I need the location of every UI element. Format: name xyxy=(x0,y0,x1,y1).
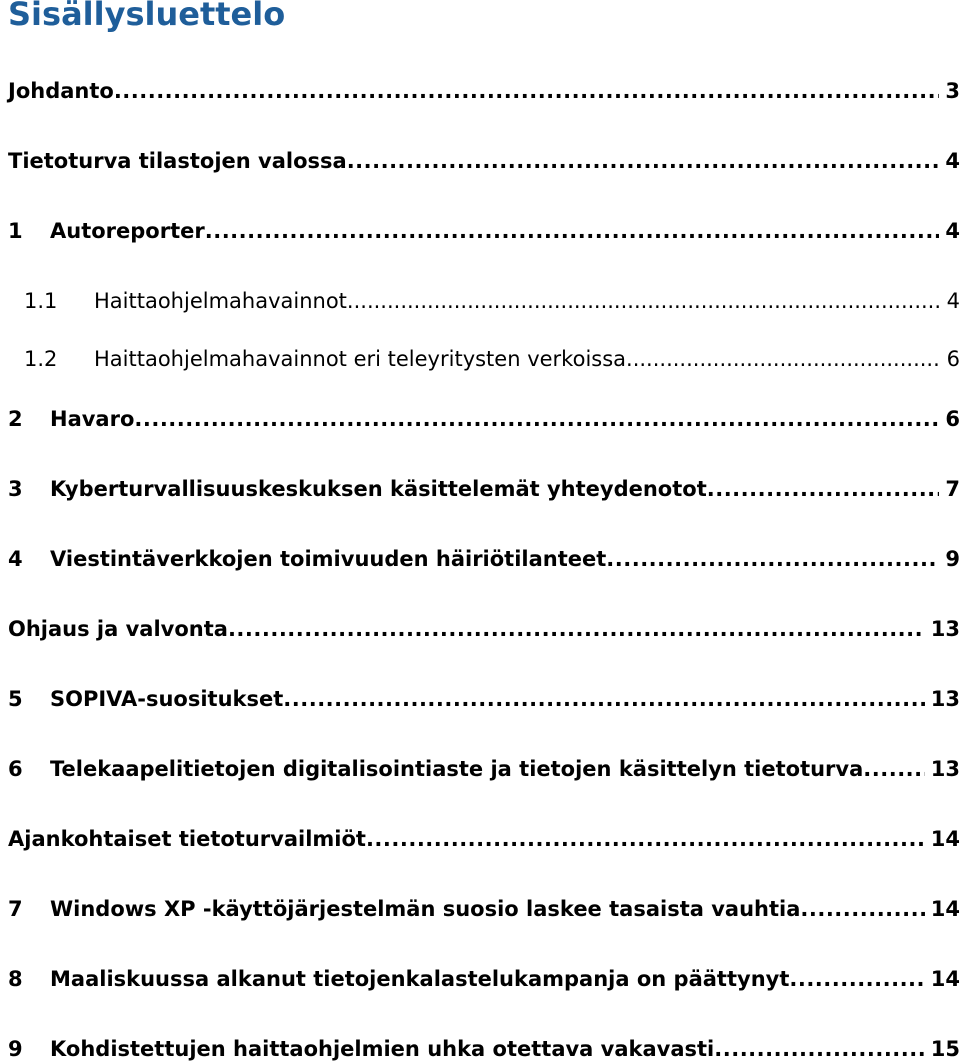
toc-entry-label: Viestintäverkkojen toimivuuden häiriötilanteet xyxy=(50,547,607,571)
toc-entry-viestintaverkkojen-hairiotilanteet[interactable] xyxy=(8,544,960,574)
toc-entry-label: SOPIVA-suositukset xyxy=(50,687,284,711)
toc-entry-label: Windows XP -käyttöjärjestelmän suosio laskee tasaista vauhtia xyxy=(50,897,801,921)
toc-entry-page: 14 xyxy=(930,967,960,991)
toc-entry-page: 4 xyxy=(946,289,960,313)
toc-entry-number: 1.2 xyxy=(24,347,58,371)
toc-entry-havaro[interactable] xyxy=(8,404,960,434)
toc-entry-label: Autoreporter xyxy=(50,219,205,243)
toc-entry-page: 7 xyxy=(945,477,960,501)
toc-entry-label: Maaliskuussa alkanut tietojenkalastelukampanja on päättynyt xyxy=(50,967,790,991)
toc-entry-number: 9 xyxy=(8,1037,23,1061)
toc-entry-label: Telekaapelitietojen digitalisointiaste ja tietojen käsittelyn tietoturva xyxy=(50,757,864,781)
toc-entry-page: 14 xyxy=(930,897,960,921)
toc-entry-page: 13 xyxy=(930,687,960,711)
toc-entry-telekaapelitietojen-digitalisointiaste[interactable] xyxy=(8,754,960,784)
toc-leader-dots xyxy=(347,286,941,316)
toc-entry-label: Tietoturva tilastojen valossa xyxy=(8,149,347,173)
toc-leader-dots xyxy=(707,474,940,504)
toc-leader-dots xyxy=(205,216,940,246)
toc-entry-ohjaus-ja-valvonta[interactable] xyxy=(8,614,960,644)
toc-leader-dots xyxy=(134,404,939,434)
toc-entry-page: 9 xyxy=(945,547,960,571)
toc-entry-label: Haittaohjelmahavainnot xyxy=(94,289,347,313)
toc-leader-dots xyxy=(714,1034,925,1064)
toc-entry-windows-xp[interactable] xyxy=(8,894,960,924)
toc-entry-kyberturvallisuuskeskus-yhteydenotot[interactable] xyxy=(8,474,960,504)
toc-leader-dots xyxy=(626,344,941,374)
toc-entry-label: Kyberturvallisuuskeskuksen käsittelemät yhteydenotot xyxy=(50,477,707,501)
toc-entry-number: 1 xyxy=(8,219,23,243)
toc-entry-label: Havaro xyxy=(50,407,135,431)
toc-entry-label: Kohdistettujen haittaohjelmien uhka otettava vakavasti xyxy=(50,1037,715,1061)
toc-leader-dots xyxy=(366,824,925,854)
toc-entry-number: 7 xyxy=(8,897,23,921)
toc-entry-autoreporter[interactable] xyxy=(8,216,960,246)
page-title: Sisällysluettelo xyxy=(8,0,286,33)
toc-entry-number: 4 xyxy=(8,547,23,571)
toc-entry-page: 4 xyxy=(945,149,960,173)
toc-leader-dots xyxy=(800,894,924,924)
toc-entry-number: 1.1 xyxy=(24,289,58,313)
toc-entry-page: 6 xyxy=(946,347,960,371)
toc-leader-dots xyxy=(114,76,940,106)
toc-leader-dots xyxy=(863,754,924,784)
toc-leader-dots xyxy=(606,544,939,574)
toc-entry-number: 5 xyxy=(8,687,23,711)
toc-entry-johdanto[interactable] xyxy=(8,76,960,106)
toc-entry-label: Ohjaus ja valvonta xyxy=(8,617,228,641)
toc-entry-label: Johdanto xyxy=(8,79,114,103)
toc-entry-label: Ajankohtaiset tietoturvailmiöt xyxy=(8,827,366,851)
toc-entry-ajankohtaiset-tietoturvailmiot[interactable] xyxy=(8,824,960,854)
toc-entry-tietojenkalastelukampanja[interactable] xyxy=(8,964,960,994)
toc-entry-label: Haittaohjelmahavainnot eri teleyritysten verkoissa xyxy=(94,347,627,371)
toc-entry-haittaohjelmahavainnot-teleyritysten-verkoissa[interactable] xyxy=(24,344,960,374)
toc-entry-tietoturva-tilastojen-valossa[interactable] xyxy=(8,146,960,176)
toc-entry-page: 13 xyxy=(930,617,960,641)
toc-entry-page: 6 xyxy=(945,407,960,431)
toc-entry-kohdistetut-haittaohjelmat[interactable] xyxy=(8,1034,960,1064)
toc-entry-number: 8 xyxy=(8,967,23,991)
toc-entry-number: 3 xyxy=(8,477,23,501)
toc-leader-dots xyxy=(228,614,925,644)
toc-entry-sopiva-suositukset[interactable] xyxy=(8,684,960,714)
toc-entry-number: 6 xyxy=(8,757,23,781)
toc-entry-page: 3 xyxy=(945,79,960,103)
toc-leader-dots xyxy=(283,684,924,714)
toc-entry-haittaohjelmahavainnot[interactable] xyxy=(24,286,960,316)
toc-leader-dots xyxy=(347,146,940,176)
toc-entry-page: 15 xyxy=(930,1037,960,1061)
toc-leader-dots xyxy=(789,964,924,994)
toc-entry-page: 13 xyxy=(930,757,960,781)
toc-entry-page: 4 xyxy=(945,219,960,243)
toc-entry-number: 2 xyxy=(8,407,23,431)
toc-entry-page: 14 xyxy=(930,827,960,851)
